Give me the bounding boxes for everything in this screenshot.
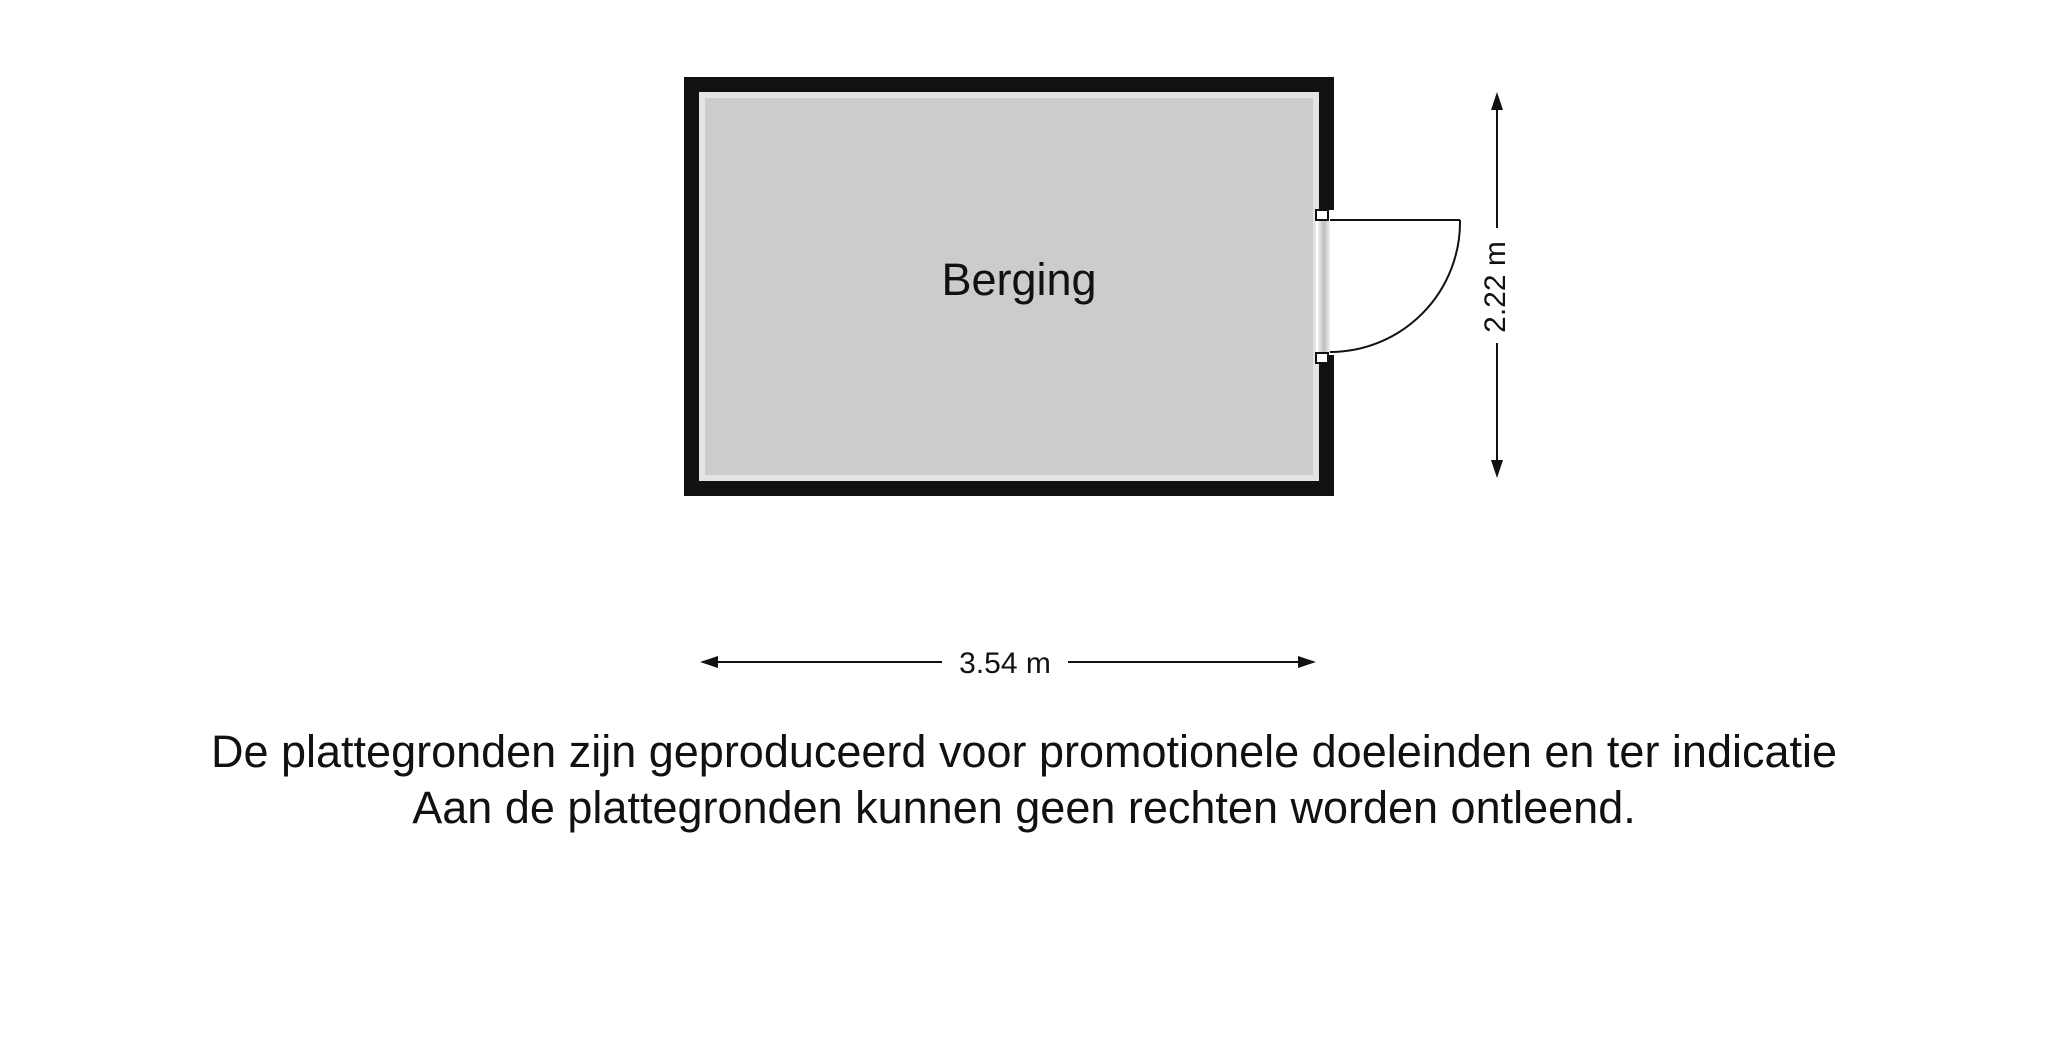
door-frame-top — [1316, 210, 1328, 220]
door-swing-arc — [1330, 220, 1460, 352]
depth-arrow-bottom — [1491, 460, 1503, 478]
depth-arrow-top — [1491, 92, 1503, 110]
disclaimer-line-1: De plattegronden zijn geproduceerd voor promotionele doeleinden en ter indicatie — [210, 726, 1838, 777]
width-arrow-right — [1298, 656, 1316, 668]
door-frame-bottom — [1316, 353, 1328, 363]
width-dimension — [700, 647, 1316, 680]
door-threshold — [1318, 221, 1330, 352]
width-arrow-left — [700, 656, 718, 668]
room-label: Berging — [941, 254, 1097, 305]
depth-dimension — [1479, 92, 1512, 478]
width-label: 3.54 m — [959, 647, 1051, 680]
door — [1316, 210, 1460, 363]
depth-label: 2.22 m — [1478, 241, 1512, 333]
disclaimer-line-2: Aan de plattegronden kunnen geen rechten worden ontleend. — [412, 782, 1636, 833]
